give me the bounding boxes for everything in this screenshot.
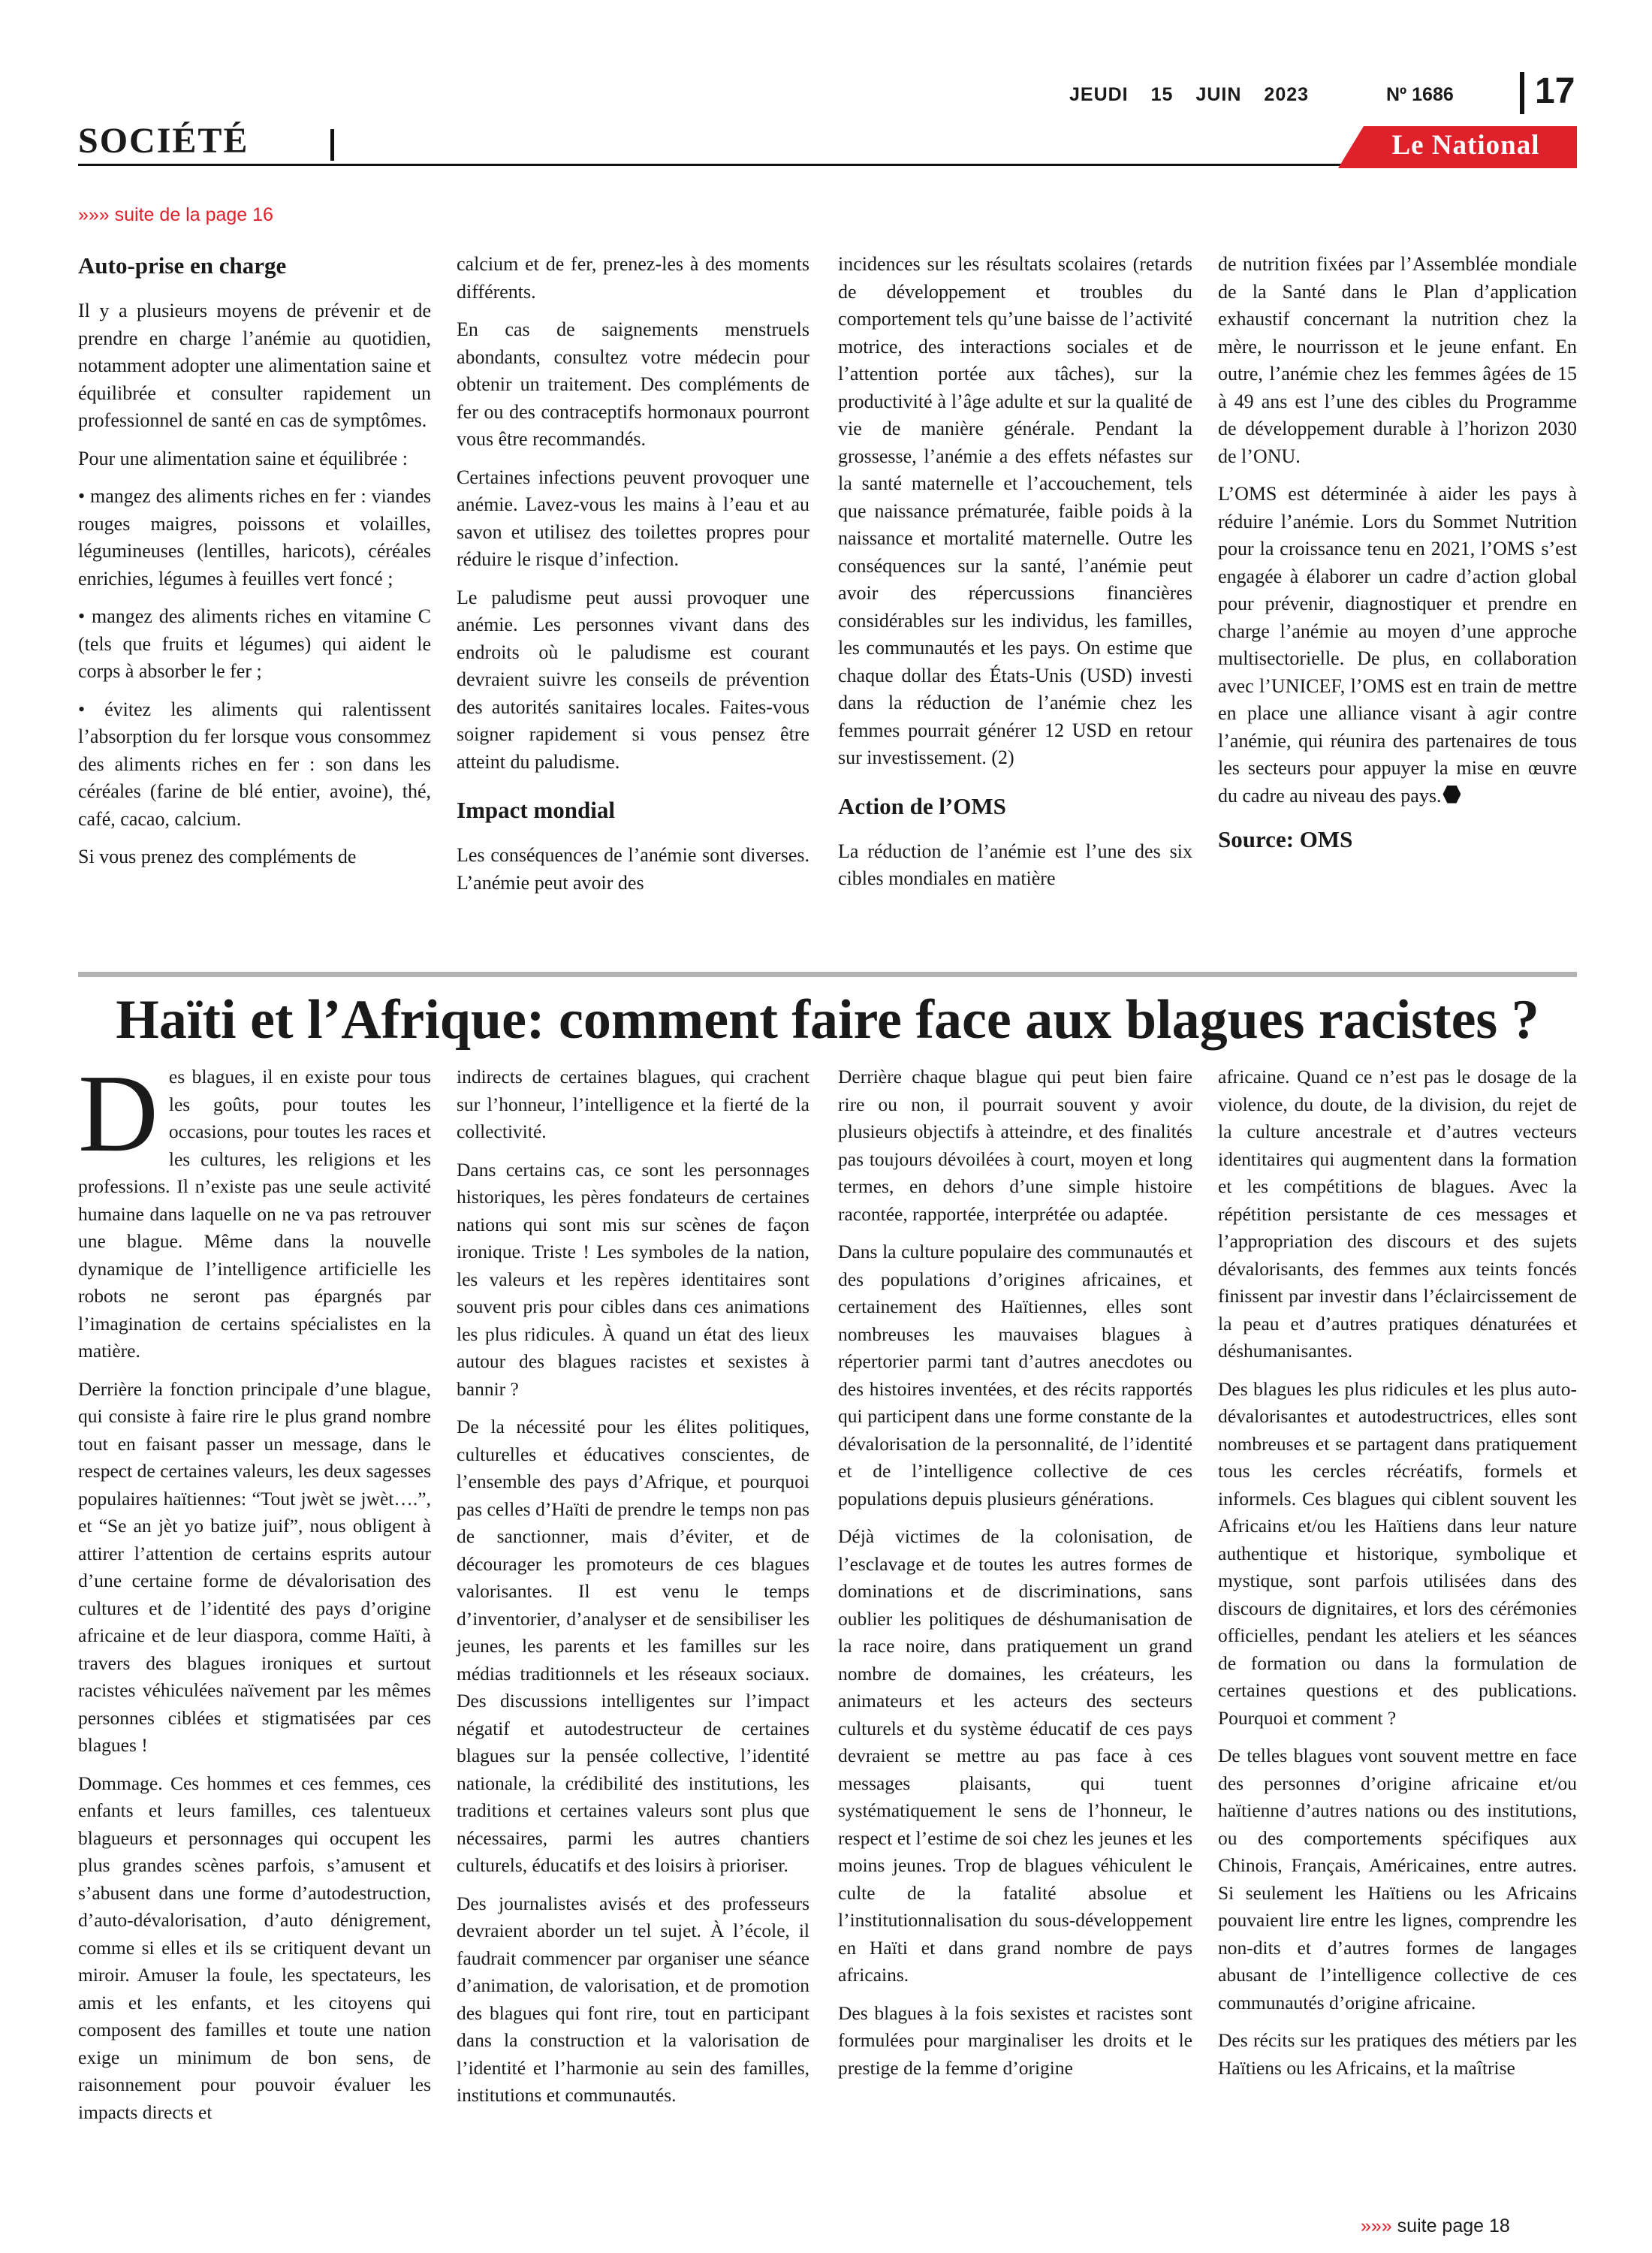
paragraph: Les conséquences de l’anémie sont diverses. L’anémie peut avoir des <box>457 844 809 894</box>
issue-number: Nº 1686 <box>1386 84 1454 105</box>
main-article-column-3 <box>838 1063 1192 2082</box>
issue-year: 2023 <box>1264 84 1310 105</box>
section-divider <box>330 129 334 161</box>
article-headline: Haïti et l’Afrique: comment faire face aux blagues racistes ? <box>116 989 1539 1051</box>
top-article-column-4 <box>1218 251 1577 864</box>
paragraph: Derrière chaque blague qui peut bien faire rire ou non, il pourrait souvent y avoir plusieurs objectifs à atteindre, et des finalités pas toujours dévoilées à court, moyen et long termes, en dehors d’une simple histoire racontée, rapportée, interprétée ou adaptée. <box>838 1066 1192 1225</box>
main-article-column-4 <box>1218 1063 1577 2082</box>
section-heading: Impact mondial <box>457 797 615 823</box>
bullet-item: • évitez les aliments qui ralentissent l’absorption du fer lorsque vous consommez des aliments riches en fer : son dans les céréales (farine de blé entier, avoine), thé, café, cacao, calcium. <box>78 698 431 830</box>
paragraph: Dans la culture populaire des communautés et des populations d’origines africaines, et certainement des Haïtiennes, elles sont nombreuses les mauvaises blagues à répertorier parmi tant d’autres anecdotes ou des histoires inventées, et des récits rapportés qui participent dans une forme constante de la dévalorisation de la personnalité, de l’identité et de l’intelligence collective de ces populations depuis plusieurs générations. <box>838 1241 1192 1510</box>
paragraph: Si vous prenez des compléments de <box>78 846 357 867</box>
dropcap-letter: D <box>78 1052 158 1175</box>
paragraph: Dommage. Ces hommes et ces femmes, ces enfants et leurs familles, ces talentueux blagueurs et personnages qui occupent les plus grandes scènes parfois, s’amusent et s’abusent dans une forme d’autodestruction, d’auto-dévalorisation, d’auto dénigrement, comme si elles et ils se critiquent devant un miroir. Amuser la foule, les spectateurs, les amis et les enfants, et les citoyens qui composent des familles et toute une nation exige un minimum de bon sens, de raisonnement pour pouvoir évaluer les impacts directs et <box>78 1772 431 2123</box>
paragraph: Il y a plusieurs moyens de prévenir et de prendre en charge l’anémie au quotidien, notamment adopter une alimentation saine et équilibrée et consulter rapidement un professionnel de santé en cas de symptômes. <box>78 300 431 431</box>
paragraph: Des journalistes avisés et des professeurs devraient aborder un tel sujet. À l’école, il faudrait commencer par organiser une séance d’animation, de valorisation, et de promotion des blagues qui font rire, tout en participant dans la construction et la valorisation de l’identité et l’harmonie au sein des familles, institutions et communautés. <box>457 1892 809 2106</box>
article-source: Source: OMS <box>1218 826 1353 852</box>
paragraph: africaine. Quand ce n’est pas le dosage de la violence, du doute, de la division, du rejet de la culture ancestrale et d’autres vecteurs identitaires qui augmentent dans la formation et les compétitions de blagues. Avec la répétition persistante de ces messages et l’appropriation des discours et des sujets dévalorisants, des femmes aux teints foncés finissent par investir dans l’éclaircissement de la peau et d’autres pratiques dénaturées et déshumanisantes. <box>1218 1066 1577 1362</box>
paragraph: es blagues, il en existe pour tous les goûts, pour toutes les occasions, pour toutes les races et les cultures, les religions et les professions. Il n’existe pas une seule activité humaine dans laquelle on ne va pas retrouver une blague. Même dans la nouvelle dynamique de l’intelligence artificielle les robots ne seront pas épargnés par l’imagination de certains spécialistes en la matière. <box>78 1066 431 1362</box>
article-separator <box>78 972 1577 977</box>
paragraph: De telles blagues vont souvent mettre en face des personnes d’origine africaine et/ou haïtienne d’autres nations ou des institutions, ou des comportements spécifiques aux Chinois, Français, Américaines, entre autres. Si seulement les Haïtiens ou les Africains pouvaient lire entre les lignes, comprendre les non-dits et d’autres formes de langages abusant de l’intelligence collective de ces communautés d’origine africaine. <box>1218 1745 1577 2013</box>
section-heading: Action de l’OMS <box>838 792 1006 819</box>
top-article-column-1 <box>78 251 431 871</box>
section-title: SOCIÉTÉ <box>78 121 249 161</box>
paragraph: La réduction de l’anémie est l’une des six cibles mondiales en matière <box>838 840 1192 889</box>
main-article-column-2 <box>457 1063 809 2110</box>
issue-day-number: 15 <box>1150 84 1174 105</box>
paragraph: calcium et de fer, prenez-les à des moments différents. <box>457 253 809 303</box>
paragraph: Derrière la fonction principale d’une blague, qui consiste à faire rire le plus grand nombre tout en faisant passer un message, dans le respect de certaines valeurs, les deux sagesses populaires haïtiennes: “Tout jwèt se jwèt….”, et “Se an jèt yo batize juif”, nous obligent à attirer l’attention de certains esprits autour d’une certaine forme de dévalorisation des cultures et de l’identité des pays d’origine africaine et de leur diaspora, comme Haïti, à travers des blagues ironiques et surtout racistes véhiculées naïvement par les mêmes personnes ciblées et stigmatisées par ces blagues ! <box>78 1377 431 1756</box>
header-rule <box>78 164 1355 166</box>
continued-from-label: »»» suite de la page 16 <box>78 204 273 225</box>
continued-arrows: »»» <box>1361 2215 1392 2236</box>
page-number-divider <box>1520 72 1524 114</box>
main-article-column-1 <box>78 1052 431 2126</box>
top-article-column-2 <box>457 251 809 897</box>
paragraph-with-dropcap <box>78 1052 431 1365</box>
paragraph: Le paludisme peut aussi provoquer une anémie. Les personnes vivant dans des endroits où le paludisme est courant devraient suivre les conseils de prévention des autorités sanitaires locales. Faites-vous soigner rapidement si vous pensez être atteint du paludisme. <box>457 586 809 773</box>
continued-to-label: suite page 18 <box>1397 2215 1510 2236</box>
brand-name: Le National <box>1391 130 1540 161</box>
paragraph: de nutrition fixées par l’Assemblée mondiale de la Santé dans le Plan d’application exhaustif concernant la nutrition chez la mère, le nourrisson et le jeune enfant. En outre, l’anémie chez les femmes âgées de 15 à 49 ans est l’une des cibles du Programme de développement durable à l’horizon 2030 de l’ONU. <box>1218 253 1577 467</box>
paragraph: De la nécessité pour les élites politiques, culturelles et éducatives conscientes, de l’ensemble des pays d’Afrique, et pourquoi pas celles d’Haïti de prendre le temps non pas de sanctionner, mais d’éviter, et de décourager les promoteurs de ces blagues valorisantes. Il est venu le temps d’inventorier, d’analyser et de sensibiliser les jeunes, les parents et les familles sur les médias traditionnels et les réseaux sociaux. Des discussions intelligentes sur l’impact négatif et autodestructeur de certaines blagues sur la pensée collective, l’identité nationale, la crédibilité des institutions, les traditions et certaines valeurs sont plus que nécessaires, parmi les autres chantiers culturels, éducatifs et des loisirs à prioriser. <box>457 1416 809 1876</box>
paragraph: Des blagues à la fois sexistes et racistes sont formulées pour marginaliser les droits et le prestige de la femme d’origine <box>838 2001 1192 2079</box>
issue-date <box>1069 84 1331 106</box>
paragraph: L’OMS est déterminée à aider les pays à réduire l’anémie. Lors du Sommet Nutrition pour la croissance tenu en 2021, l’OMS s’est engagée à élaborer un cadre d’action global pour prévenir, diagnostiquer et prendre en charge l’anémie au moyen d’une approche multisectorielle. De plus, en collaboration avec l’UNICEF, l’OMS est en train de mettre en place une alliance visant à agir contre l’anémie, qui réunira des partenaires de tous les secteurs pour appuyer la mise en œuvre du cadre au niveau des pays. <box>1218 483 1577 807</box>
bullet-item: • mangez des aliments riches en fer : viandes rouges maigres, poissons et volailles, légumineuses (lentilles, haricots), céréales enrichies, légumes à feuilles vert foncé ; <box>78 485 431 590</box>
paragraph-with-end-mark <box>1218 481 1577 810</box>
paragraph: En cas de saignements menstruels abondants, consultez votre médecin pour obtenir un traitement. Des compléments de fer ou des contraceptifs hormonaux pourront vous être recommandés. <box>457 318 809 450</box>
top-article-column-3 <box>838 251 1192 893</box>
continued-to-link[interactable] <box>1361 2215 1510 2237</box>
bullet-item: • mangez des aliments riches en vitamine C (tels que fruits et légumes) qui aident le corps à absorber le fer ; <box>78 605 431 682</box>
page-number: 17 <box>1535 71 1575 111</box>
issue-day: JEUDI <box>1069 84 1129 105</box>
paragraph: Des blagues les plus ridicules et les plus auto-dévalorisantes et autodestructrices, elles sont nombreuses et se partagent dans pratiquement tous les cercles récréatifs, formels et informels. Ces blagues qui ciblent souvent les Africains et/ou les Haïtiens dans leur nature authentique et historique, symbolique et mystique, sont parfois utilisées dans des discours de dignitaires, et lors des cérémonies officielles, pendant les ateliers et les séances de formation ou dans la formulation de certaines questions et des publications. Pourquoi et comment ? <box>1218 1377 1577 1729</box>
paragraph: Déjà victimes de la colonisation, de l’esclavage et de toutes les autres formes de dominations et de discriminations, sans oublier les politiques de déshumanisation de la race noire, dans pratiquement un grand nombre de domaines, les créateurs, les animateurs et les acteurs des secteurs culturels et du système éducatif de ces pays devraient se mettre au pas face à ces messages plaisants, qui tuent systématiquement le sens de l’honneur, le respect et l’estime de soi chez les jeunes et les moins jeunes. Trop de blagues véhiculent le culte de la fatalité absolue et l’institutionnalisation du sous-développement en Haïti et dans grand nombre de pays africains. <box>838 1525 1192 1986</box>
paragraph: incidences sur les résultats scolaires (retards de développement et troubles du comportement tels qu’une baisse de l’activité motrice, des interactions sociales et de l’attention portée aux tâches), sur la productivité à l’âge adulte et sur la qualité de vie de manière générale. Pendant la grossesse, l’anémie a des effets néfastes sur la santé maternelle et l’accouchement, tels que naissance prématurée, faible poids à la naissance et mortalité maternelle. Outre les conséquences sur la santé, l’anémie peut avoir des répercussions financières considérables sur les individus, les familles, les communautés et les pays. On estime que chaque dollar des États-Unis (USD) investi dans la réduction de l’anémie chez les femmes pourrait générer 12 USD en retour sur investissement. (2) <box>838 253 1192 768</box>
paragraph: indirects de certaines blagues, qui crachent sur l’honneur, l’intelligence et la fierté de la collectivité. <box>457 1066 809 1142</box>
paragraph: Pour une alimentation saine et équilibrée : <box>78 447 408 469</box>
paragraph: Certaines infections peuvent provoquer une anémie. Lavez-vous les mains à l’eau et au savon et utilisez des toilettes propres pour réduire le risque d’infection. <box>457 466 809 570</box>
section-heading: Auto-prise en charge <box>78 252 287 279</box>
paragraph: Des récits sur les pratiques des métiers par les Haïtiens ou les Africains, et la maîtrise <box>1218 2029 1577 2079</box>
paragraph: Dans certains cas, ce sont les personnages historiques, les pères fondateurs de certaines nations qui sont mis sur scènes de façon ironique. Triste ! Les symboles de la nation, les valeurs et les repères identitaires sont souvent pris pour cibles dans ces animations les plus ridicules. À quand un état des lieux autour des blagues racistes et sexistes à bannir ? <box>457 1158 809 1400</box>
issue-month: JUIN <box>1195 84 1242 105</box>
end-of-article-icon <box>1442 786 1461 804</box>
